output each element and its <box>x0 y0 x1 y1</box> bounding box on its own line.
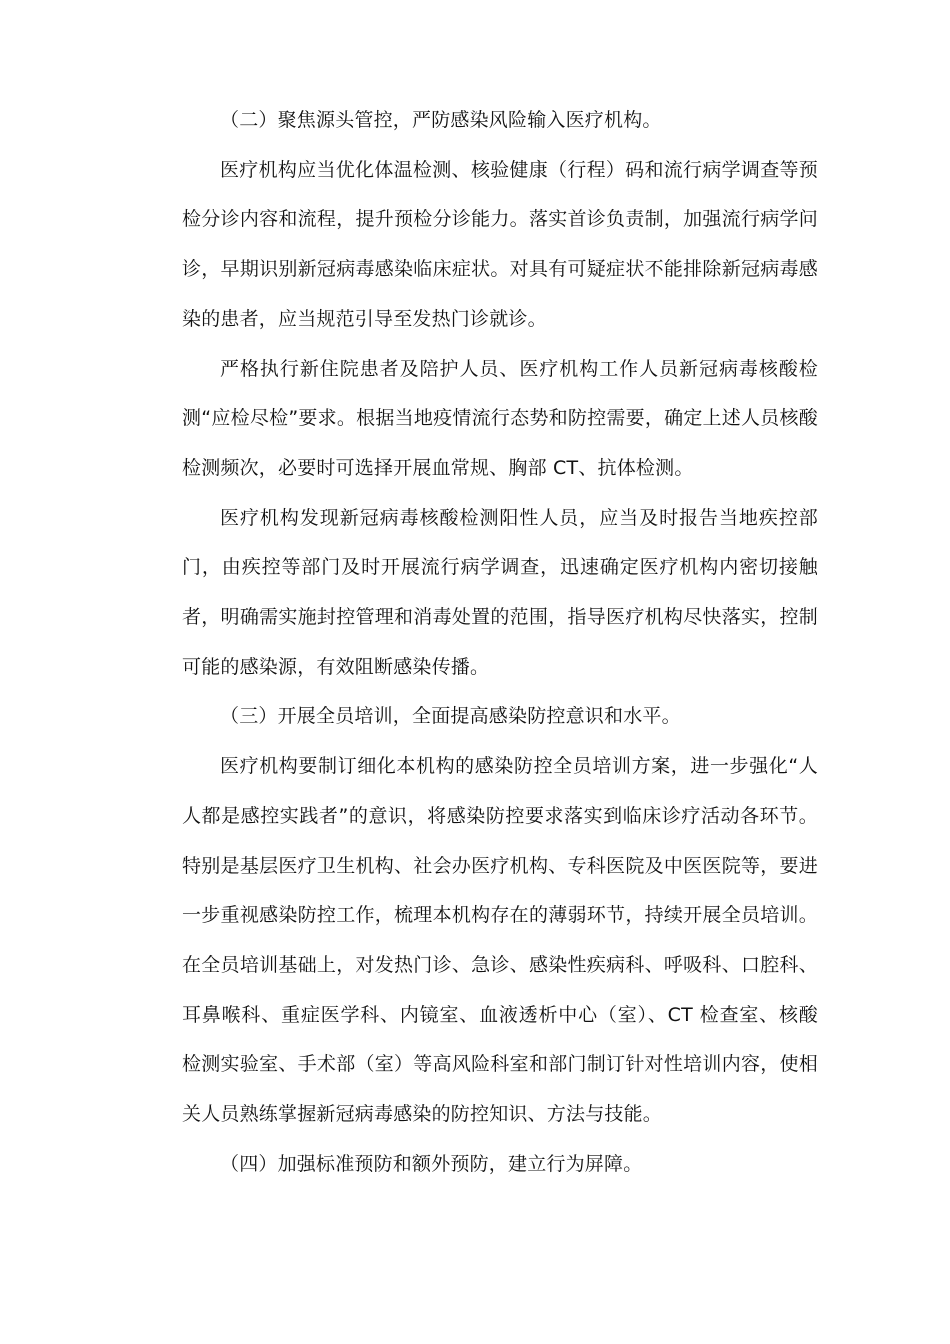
paragraph-training-plan: 医疗机构要制订细化本机构的感染防控全员培训方案，进一步强化“人人都是感控实践者”的意识，将感染防控要求落实到临床诊疗活动各环节。特别是基层医疗卫生机构、社会办医疗机构、专科医院及中医医院等，要进一步重视感染防控工作，梳理本机构存在的薄弱环节，持续开展全员培训。在全员培训基础上，对发热门诊、急诊、感染性疾病科、呼吸科、口腔科、耳鼻喉科、重症医学科、内镜室、血液透析中心（室）、CT 检查室、核酸检测实验室、手术部（室）等高风险科室和部门制订针对性培训内容，使相关人员熟练掌握新冠病毒感染的防控知识、方法与技能。 <box>182 755 818 1126</box>
section-heading-source-control: （二）聚焦源头管控，严防感染风险输入医疗机构。 <box>220 109 662 131</box>
paragraph-triage: 医疗机构应当优化体温检测、核验健康（行程）码和流行病学调查等预检分诊内容和流程，提升预检分诊能力。落实首诊负责制，加强流行病学问诊，早期识别新冠病毒感染临床症状。对具有可疑症状不能排除新冠病毒感染的患者，应当规范引导至发热门诊就诊。 <box>182 158 818 330</box>
paragraph-positive-case-reporting: 医疗机构发现新冠病毒核酸检测阳性人员，应当及时报告当地疾控部门，由疾控等部门及时开展流行病学调查，迅速确定医疗机构内密切接触者，明确需实施封控管理和消毒处置的范围，指导医疗机构尽快落实，控制可能的感染源，有效阻断感染传播。 <box>182 506 818 678</box>
section-heading-standard-precautions: （四）加强标准预防和额外预防，建立行为屏障。 <box>220 1152 643 1175</box>
section-heading-staff-training: （三）开展全员培训，全面提高感染防控意识和水平。 <box>220 705 681 728</box>
paragraph-nucleic-acid-testing: 严格执行新住院患者及陪护人员、医疗机构工作人员新冠病毒核酸检测“应检尽检”要求。根据当地疫情流行态势和防控需要，确定上述人员核酸检测频次，必要时可选择开展血常规、胸部 CT、抗体检测。 <box>182 357 818 479</box>
document-body <box>182 96 818 1189</box>
